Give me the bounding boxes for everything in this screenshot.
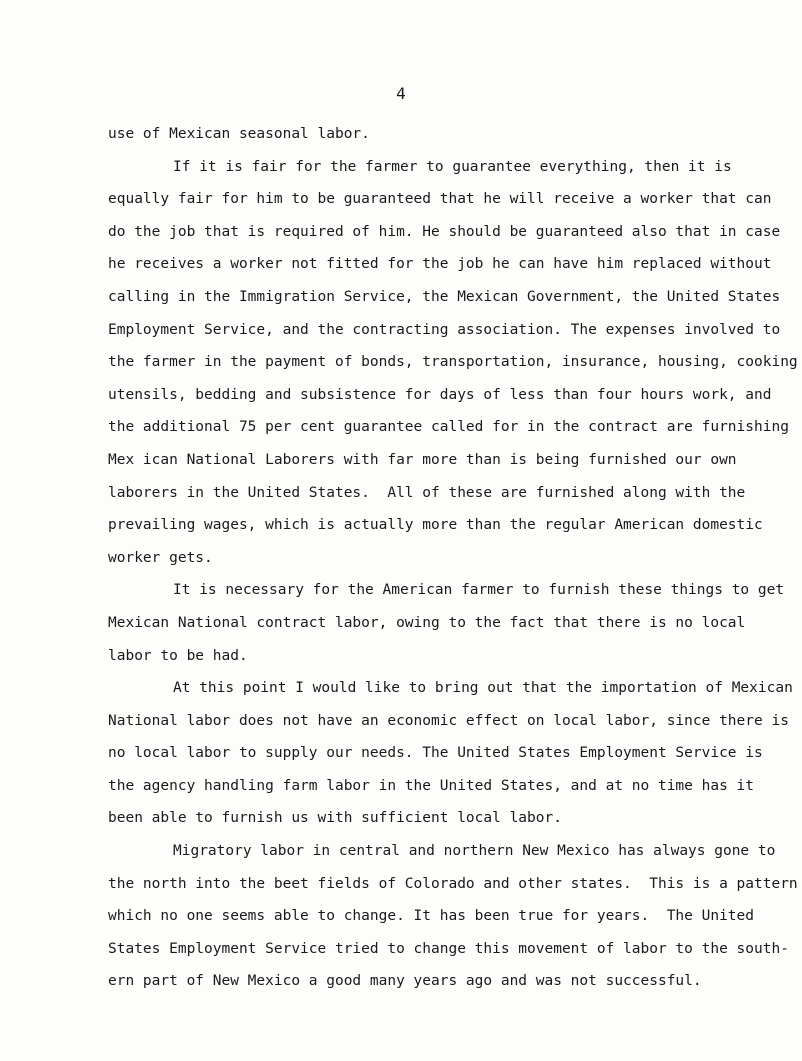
text-line: laborers in the United States. All of these are furnished along with the xyxy=(108,484,746,501)
text-line: labor to be had. xyxy=(108,647,248,664)
text-line: Migratory labor in central and northern New Mexico has always gone to xyxy=(173,843,776,860)
text-line: National labor does not have an economic effect on local labor, since there is xyxy=(108,712,789,729)
text-line: the north into the beet fields of Colorado and other states. This is a pattern xyxy=(108,875,798,892)
text-line: prevailing wages, which is actually more than the regular American domestic xyxy=(108,517,763,534)
text-line: States Employment Service tried to change this movement of labor to the south- xyxy=(108,940,789,957)
text-line: At this point I would like to bring out that the importation of Mexican xyxy=(173,680,793,697)
paragraph xyxy=(108,672,793,835)
document-body xyxy=(108,118,798,998)
text-line: ern part of New Mexico a good many years ago and was not successful. xyxy=(108,973,702,990)
paragraph xyxy=(108,574,788,672)
text-line: calling in the Immigration Service, the Mexican Government, the United States xyxy=(108,288,781,305)
text-line: Mexican National contract labor, owing to the fact that there is no local xyxy=(108,614,746,631)
text-line: he receives a worker not fitted for the job he can have him replaced without xyxy=(108,256,772,273)
paragraph xyxy=(108,835,798,998)
text-line: the farmer in the payment of bonds, transportation, insurance, housing, cooking xyxy=(108,354,798,371)
text-line: utensils, bedding and subsistence for days of less than four hours work, and xyxy=(108,386,772,403)
text-line: the agency handling farm labor in the United States, and at no time has it xyxy=(108,777,755,794)
paragraph xyxy=(108,118,788,151)
text-line: the additional 75 per cent guarantee called for in the contract are furnishing xyxy=(108,419,789,436)
text-line: do the job that is required of him. He should be guaranteed also that in case xyxy=(108,223,781,240)
text-line: equally fair for him to be guaranteed that he will receive a worker that can xyxy=(108,191,772,208)
text-line: Mex ican National Laborers with far more than is being furnished our own xyxy=(108,451,737,468)
paragraph xyxy=(108,151,798,575)
text-line: no local labor to supply our needs. The United States Employment Service is xyxy=(108,745,763,762)
text-line: which no one seems able to change. It has been true for years. The United xyxy=(108,908,755,925)
text-line: Employment Service, and the contracting association. The expenses involved to xyxy=(108,321,781,338)
text-line: If it is fair for the farmer to guarantee everything, then it is xyxy=(173,158,732,175)
text-line: It is necessary for the American farmer to furnish these things to get xyxy=(173,582,785,599)
text-line: worker gets. xyxy=(108,549,213,566)
text-line: use of Mexican seasonal labor. xyxy=(108,126,370,142)
text-line: been able to furnish us with sufficient local labor. xyxy=(108,810,562,827)
page-number: 4 xyxy=(396,84,406,103)
